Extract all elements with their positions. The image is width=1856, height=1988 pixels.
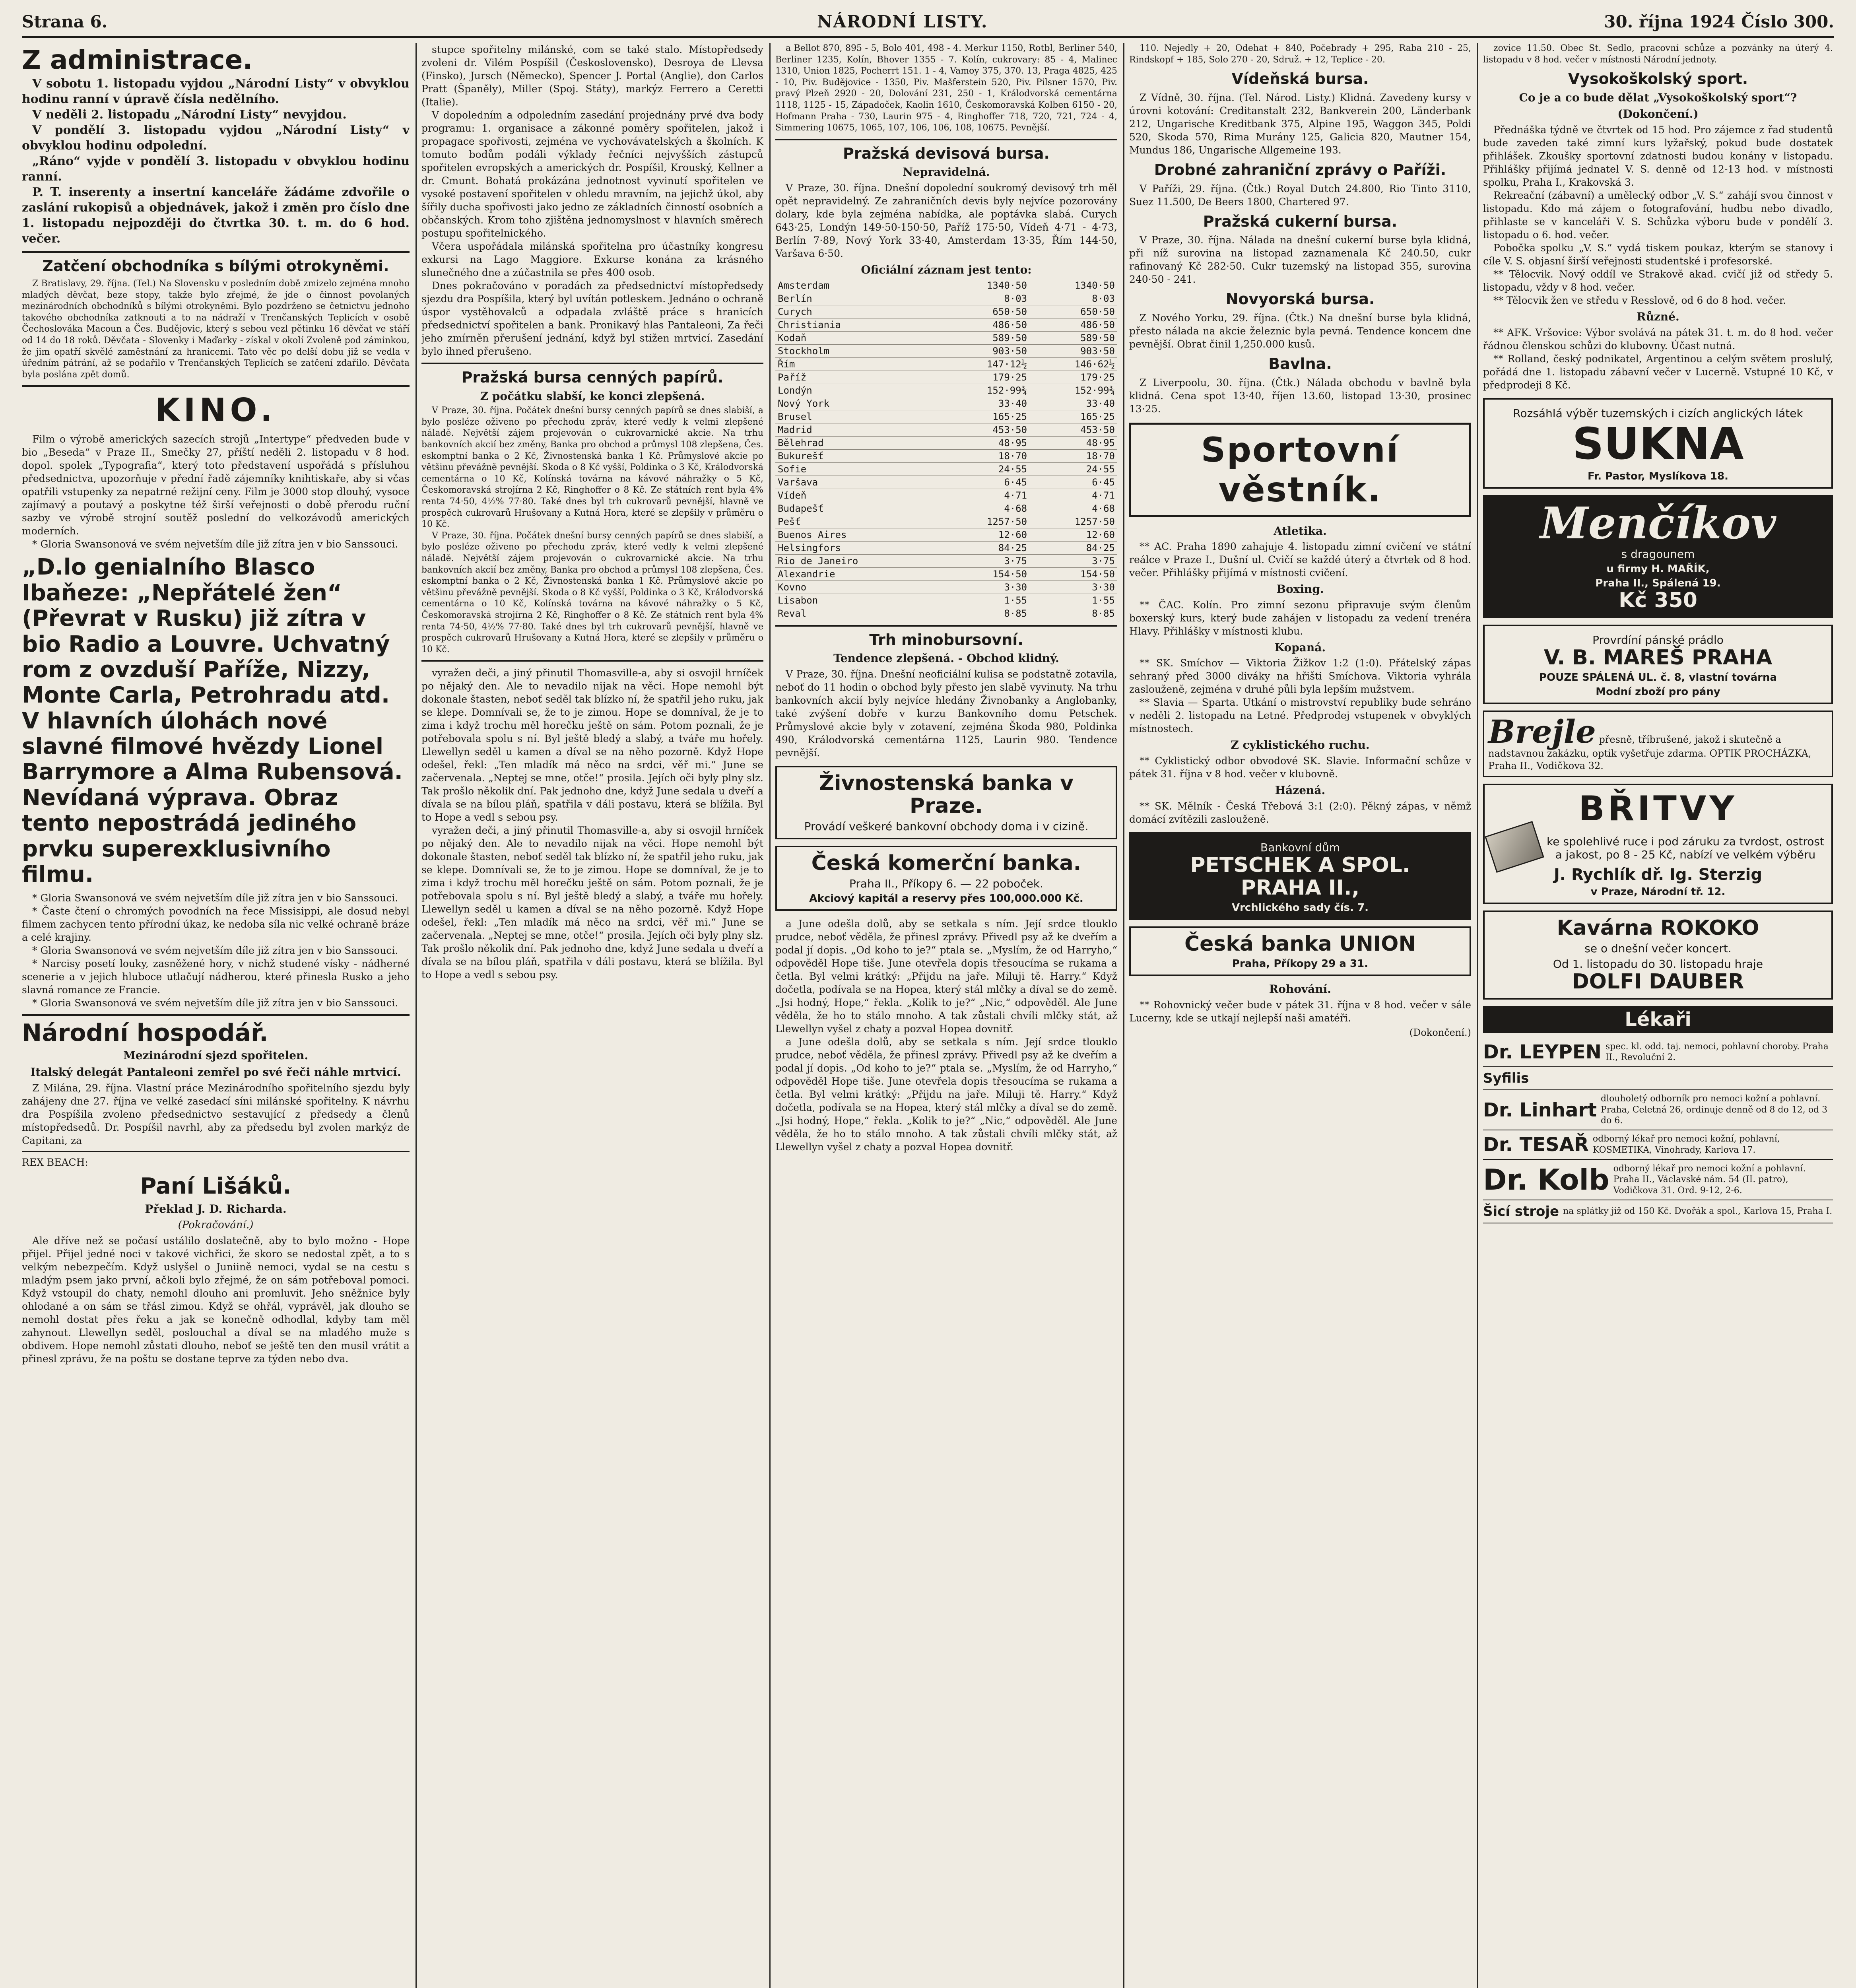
rate-row	[775, 344, 1117, 357]
ceska-komercni-banka-ad: Česká komerční banka. Praha II., Příkopy 6. — 22 poboček. Akciový kapitál a reservy přes 100,000.000 Kč.	[775, 846, 1117, 911]
rate-value: 152·99¾	[1029, 384, 1117, 397]
sport-section: Kopaná.	[1274, 641, 1326, 654]
article-subhead: Co je a co bude dělat „Vysokoškolský sport“?	[1519, 91, 1797, 104]
sport-section: Boxing.	[1276, 582, 1324, 596]
article-headline: Vysokoškolský sport.	[1568, 70, 1748, 88]
mencik-ad: Menčíkov s dragounem u firmy H. MAŘÍK, Praha II., Spálená 19. Kč 350	[1483, 495, 1833, 618]
rate-value: 3·75	[942, 554, 1029, 567]
rate-value: 165·25	[1029, 410, 1117, 423]
rate-place: Sofie	[775, 462, 942, 476]
kino-text: * Narcisy posetí louky, zasněžené hory, v nichž studené vísky - nádherné scenerie a v jejich hluboce utlačují nádherou, které přinesla Rusko a jeho slavná romance ze Francie.	[22, 958, 410, 996]
article-headline: Pražská bursa cenných papírů.	[461, 369, 724, 386]
column-2	[421, 43, 763, 1988]
rate-place: Bělehrad	[775, 436, 942, 449]
rate-value: 18·70	[1029, 449, 1117, 462]
rate-place: Budapešť	[775, 502, 942, 515]
rate-value: 589·50	[1029, 331, 1117, 344]
rate-place: Christiania	[775, 318, 942, 331]
rate-value: 1340·50	[942, 279, 1029, 292]
rate-row	[775, 607, 1117, 620]
rate-value: 4·71	[1029, 489, 1117, 502]
newspaper-title: NÁRODNÍ LISTY.	[817, 12, 988, 31]
rate-value: 453·50	[942, 423, 1029, 436]
sport-text: ** Cyklistický odbor obvodové SK. Slavie. Informační schůze v pátek 31. října v 8 hod. večer v klubovně.	[1129, 755, 1471, 780]
rate-row	[775, 384, 1117, 397]
column-rule	[415, 43, 417, 1988]
rate-value: 903·50	[1029, 344, 1117, 357]
rate-value: 154·50	[942, 567, 1029, 580]
rate-row	[775, 436, 1117, 449]
rate-place: Kodaň	[775, 331, 942, 344]
admin-notice: „Ráno“ vyjde v pondělí 3. listopadu v obvyklou hodinu ranní.	[22, 154, 410, 184]
doctor-ad: Dr. Kolb odborný lékař pro nemoci kožní a pohlavní. Praha II., Václavské nám. 54 (II. patro), Vodičkova 31. Ord. 9-12, 2-6.	[1483, 1160, 1833, 1200]
rate-value: 12·60	[1029, 528, 1117, 541]
rate-value: 4·68	[1029, 502, 1117, 515]
rate-row	[775, 331, 1117, 344]
blasco-ad: „D.lo genialního Blasco Ibaňeze: „Nepřátelé žen“ (Převrat v Rusku) již zítra v bio Radio a Louvre. Uchvatný rom z ovzduší Paříže, Nizzy, Monte Carla, Petrohradu atd. V hlavních úlohách nové slavné filmové hvězdy Lionel Barrymore a Alma Rubensová. Nevídaná výprava. Obraz tento nepostrádá jediného prvku superexklusivního filmu.	[22, 554, 403, 888]
rate-place: Řím	[775, 357, 942, 371]
rate-value: 24·55	[942, 462, 1029, 476]
rate-row	[775, 554, 1117, 567]
sport-section: Házená.	[1275, 784, 1326, 797]
article-text: V Praze, 30. října. Dnešní dopolední soukromý devisový trh měl opět nepravidelný. Ze zahraničních devis byly nejvíce pozorovány dolary, kde byla zejména nabídka, ale poptávka slabá. Curych 643·25, Londýn 149·50-150·50, Paříž 175·50, Vídeň 4·71 - 4·73, Berlín 7·89, Nový York 33·40, Amsterdam 13·35, Řím 144·50, Varšava 6·50.	[775, 182, 1117, 260]
divider	[22, 1151, 410, 1152]
article-subhead: Nepravidelná.	[903, 165, 990, 179]
divider	[22, 251, 410, 253]
article-headline: Trh minobursovní.	[869, 631, 1023, 648]
rate-value: 179·25	[1029, 371, 1117, 384]
rate-row	[775, 357, 1117, 371]
article-headline: Drobné zahraniční zprávy o Paříži.	[1154, 161, 1446, 179]
lekari-heading: Lékaři	[1483, 1006, 1833, 1033]
rate-place: Buenos Aires	[775, 528, 942, 541]
rate-value: 146·62½	[1029, 357, 1117, 371]
rate-value: 4·68	[942, 502, 1029, 515]
doctor-ad: Dr. LEYPEN spec. kl. odd. taj. nemoci, pohlavní choroby. Praha II., Revoluční 2.	[1483, 1038, 1833, 1067]
article-text: V Praze, 30. října. Počátek dnešní bursy cenných papírů se dnes slabiší, a bylo posléze oživeno po přechodu zpráv, které vedly k velmi zlepšené náladě. Největší zájem projevován o cukrovarnické akcie. Na trhu bankovních akcií bez změny, Banka pro obchod a průmysl 108 zlepšena, Čes. eskomptní banka o 2 Kč, Živnostenská banka 1 Kč. Průmyslové akcie po většinu převážně pevnější. Skoda o 8 Kč vyšší, Poldinka o 3 Kč, Králodvorská cementárna o 10 Kč, Kolínská továrna na kávové náhražky o 5 Kč, Českomoravská strojírna 2 Kč, Ringhoffer o 8 Kč. Ze státních rent byla 4% renta 74·50, 4½% 77·80. Také dnes byl trh cukrovarů pevnější, hlavně ve prospěch cukrovarů Hrušovany a Kutná Hora, které se zlepšily v průměru o 10 Kč.	[421, 530, 763, 654]
kino-text: * Gloria Swansonová ve svém nejvetším díle již zítra jen v bio Sanssouci.	[32, 997, 398, 1009]
column-4	[1129, 43, 1471, 1988]
rate-place: Curych	[775, 305, 942, 318]
rate-row	[775, 594, 1117, 607]
rate-value: 48·95	[942, 436, 1029, 449]
column-1	[22, 43, 410, 1988]
rate-value: 486·50	[942, 318, 1029, 331]
article-subhead: Tendence zlepšená. - Obchod klidný.	[833, 652, 1059, 665]
rate-value: 650·50	[942, 305, 1029, 318]
column-5	[1483, 43, 1833, 1988]
article-text: V Paříži, 29. října. (Čtk.) Royal Dutch 24.800, Rio Tinto 3110, Suez 11.500, De Beers 1800, Chartered 97.	[1129, 182, 1471, 208]
rate-row	[775, 476, 1117, 489]
admin-notice: P. T. inserenty a insertní kanceláře žádáme zdvořile o zaslání rukopisů a objednávek, jakož i změn pro číslo dne 1. listopadu nejpozději do čtvrtka 30. t. m. do 6 hod. večer.	[22, 185, 410, 246]
rate-value: 33·40	[942, 397, 1029, 410]
article-text: 110. Nejedly + 20, Odehat + 840, Počebrady + 295, Raba 210 - 25, Rindskopf + 185, Solo 270 - 20, Sdruž. + 12, Teplice - 20.	[1129, 43, 1471, 65]
petschek-bank-ad: Bankovní dům PETSCHEK A SPOL. PRAHA II., Vrchlického sady čís. 7.	[1129, 832, 1471, 920]
rate-place: Helsingfors	[775, 541, 942, 554]
rate-value: 147·12½	[942, 357, 1029, 371]
article-text: Z Milána, 29. října. Vlastní práce Mezinárodního spořitelního sjezdu byly zahájeny dne 27. října ve velké zasedací síni milánské spořitelny. K návrhu dra Pospíšila zvoleno předsednictvo sestavující z předsedy a členů místopředsedů. Dr. Pospíšil navrhl, aby za předsedu byl zvolen markýz de Capitani, za	[22, 1082, 410, 1146]
rate-place: Lisabon	[775, 594, 942, 607]
union-bank-ad: Česká banka UNION Praha, Příkopy 29 a 31.	[1129, 926, 1471, 976]
divider	[22, 385, 410, 387]
sport-text: ** Slavia — Sparta. Utkání o mistrovství republiky bude sehráno v neděli 2. listopadu na Letné. Předprodej vstupenek v obvyklých místnostech.	[1129, 697, 1471, 735]
rate-value: 1·55	[942, 594, 1029, 607]
rate-value: 8·03	[1029, 292, 1117, 305]
novel-text: vyražen deči, a jiný přinutil Thomasville-a, aby si osvojil hrníček po nějaký den. Ale to nevadilo nijak na věci. Hope nemohl být dokonale štasten, neboť seděl tak blízko ní, že spatřil jeho ruku, jak se klepe. Domnívali se, že to je zimou. Hope se domníval, že je to zima i když trochu měl horečku ještě on sám. Potom poznali, že je potřebovala spolu s ní. Byl ještě bledý a slabý, a tváře mu hořely. Llewellyn seděl u kamen a díval se na něho pozorně. Když Hope odešel, řekl: „Ten mladík má něco na srdci, věř mi.“ June se začervenala. „Neptej se mne, otče!“ prosila. Jejích oči byly plny slz. Tak prošlo několik dní. Pak jednoho dne, když June sedala u dveří a dívala se na bílou pláň, spatřila v dáli postavu, která se blížila. Byl to Hope a vedl s sebou psy.	[421, 667, 763, 823]
rate-place: Paříž	[775, 371, 942, 384]
kino-text: Film o výrobě amerických sazecích strojů „Intertype“ předveden bude v bio „Beseda“ v Praze II., Smečky 27, příští neděli 2. listopadu v 8 hod. dopol. spolek „Typografia“, který toto představení uspořádá s přísluhou předsednictva, upozorňuje v přední řadě zájemníky knihtiskaře, aby si včas opatřili vstupenky za nepatrné režijní ceny. Film je 3000 stop dlouhý, vysoce zajímavý a poutavý a poskytne též širší veřejnosti o době přerodu ruční sazby ve výrobě strojní soutěž poslední do velkozávodů amerických moderních.	[22, 433, 410, 537]
rate-value: 3·75	[1029, 554, 1117, 567]
rate-place: Berlín	[775, 292, 942, 305]
article-headline: Vídeňská bursa.	[1231, 70, 1369, 88]
article-text: stupce spořitelny milánské, com se také stalo. Místopředsedy zvoleni dr. Vilém Pospíšil (Československo), Desroya de Llevsa (Finsko), Jursch (Německo), Spencer J. Portal (Anglie), don Carlos Pratt (Španěly), Miller (Spoj. Státy), markýz Ferrero a Ceretti (Italie).	[421, 44, 763, 108]
kino-heading: KINO.	[155, 392, 277, 429]
sport-section: Rohování.	[1269, 982, 1332, 996]
article-text: Přednáška týdně ve čtvrtek od 15 hod. Pro zájemce z řad studentů bude zaveden také zimní kurs lyžařský, pokud bude dostatek přihlášek. Zkoušky sportovní zdatnosti budou konány v listopadu. Přihlášky přijímá jednatel V. S. denně od 12-13 hod. v místnosti spolku, Praha I., Krakovská 3.	[1483, 124, 1833, 188]
rate-place: Pešť	[775, 515, 942, 528]
rate-row	[775, 489, 1117, 502]
rate-place: Brusel	[775, 410, 942, 423]
doctor-ad: Syfilis	[1483, 1067, 1833, 1090]
rate-row	[775, 292, 1117, 305]
article-text: V dopoledním a odpoledním zasedání projednány prvé dva body programu: 1. organisace a zákonné poměry spořitelen, jakož i propagace spořivosti, zejména ve vychovávatelských a školních. K tomuto bodům podáli výklady řečníci nejvyšších zástupců spořitelen evropských a amerických dr. Pospíšil, Krouský, Kellner a dr. Cmunt. Bohatá prokázána jednotnost vyvinutí spořitelen ve vysoké postavení spořitelen v ohledu mravním, na jejichž úkol, aby šířily ducha spořivosti jako jedno ze základních činností osobních a občanských. Krom toho zjištěna jednomyslnost v hlavních směrech postupu spořitelnického.	[421, 109, 763, 239]
rate-row	[775, 449, 1117, 462]
kino-text: * Gloria Swansonová ve svém nejvetším díle již zítra jen v bio Sanssouci.	[32, 892, 398, 904]
rate-place: Amsterdam	[775, 279, 942, 292]
rate-place: Varšava	[775, 476, 942, 489]
article-text: ** Rolland, český podnikatel, Argentinou a celým světem proslulý, pořádá dne 1. listopadu zábavní večer v Lucerně. Vstupné 10 Kč, v předprodeji 8 Kč.	[1483, 353, 1833, 391]
rate-value: 453·50	[1029, 423, 1117, 436]
rate-value: 1340·50	[1029, 279, 1117, 292]
doctor-ad: Dr. Linhart dlouholetý odborník pro nemoci kožní a pohlavní. Praha, Celetná 26, ordinuje denně od 8 do 12, od 3 do 6.	[1483, 1090, 1833, 1130]
sport-text: ** SK. Mělník - Česká Třebová 3:1 (2:0). Pěkný zápas, v němž domácí zvítězili zaslouženě.	[1129, 800, 1471, 825]
rate-place: Vídeň	[775, 489, 942, 502]
article-text: ** Tělocvik žen ve středu v Resslově, od 6 do 8 hod. večer.	[1493, 295, 1786, 307]
article-text: Z Vídně, 30. října. (Tel. Národ. Listy.) Klidná. Zavedeny kursy v úrovni kotování: Creditanstalt 232, Bankverein 200, Länderbank 212, Ungarische Kreditbank 375, Alpine 195, Waggon 345, Poldi 520, Skoda 570, Rima Murány 125, Galicia 820, Mautner 154, Mundus 186, Ungarische Allgemeine 193.	[1129, 91, 1471, 156]
article-text: a Bellot 870, 895 - 5, Bolo 401, 498 - 4. Merkur 1150, Rotbl, Berliner 540, Berliner 1235, Kolín, Bhover 1355 - 7. Kolín, cukrovary: 85 - 4, Malinec 1310, Union 1825, Pocherrt 151. 1 - 4, Vamoy 375, 370. 13, Praga 4825, 425 - 10, Piv. Budějovice - 1350, Piv. Mašferstein 520, Piv. Pilsner 1570, Piv. pravý Plzeň 2920 - 20, Dolování 231, 250 - 1, Králodvorská cementárna 1118, 1125 - 15, Západoček, Kaolin 1610, Českomoravská Kolben 6150 - 20, Hofmann Praha - 730, Laurin 975 - 4, Ringhoffer 718, 720, 721, 724 - 4, Simmering 10675, 1065, 107, 106, 106, 108, 10675. Pevnější.	[775, 43, 1117, 133]
britvy-ad: BŘITVY ke spolehlivé ruce i pod záruku za tvrdost, ostrost a jakost, po 8 - 25 Kč, nabízí ve velkém výběru J. Rychlík dř. Ig. Sterzig v Praze, Národní tř. 12.	[1483, 784, 1833, 904]
sport-text: ** Rohovnický večer bude v pátek 31. října v 8 hod. večer v sále Lucerny, kde se utkají nejlepší naši amatéři.	[1129, 999, 1471, 1024]
rate-value: 152·99¾	[942, 384, 1029, 397]
column-3	[775, 43, 1117, 1988]
rate-place: Kovno	[775, 580, 942, 594]
rate-row	[775, 371, 1117, 384]
razor-icon	[1485, 821, 1544, 873]
rate-row	[775, 305, 1117, 318]
continuation-note: (Dokončení.)	[1409, 1027, 1471, 1038]
rate-value: 1·55	[1029, 594, 1117, 607]
article-text: V Praze, 30. října. Počátek dnešní bursy cenných papírů se dnes slabiší, a bylo posléze oživeno po přechodu zpráv, které vedly k velmi zlepšené náladě. Největší zájem projevován o cukrovarnické akcie. Na trhu bankovních akcií bez změny, Banka pro obchod a průmysl 108 zlepšena, Čes. eskomptní banka o 2 Kč, Živnostenská banka 1 Kč. Průmyslové akcie po většinu převážně pevnější. Skoda o 8 Kč vyšší, Poldinka o 3 Kč, Králodvorská cementárna o 10 Kč, Kolínská továrna na kávové náhražky o 5 Kč, Českomoravská strojírna 2 Kč, Ringhoffer o 8 Kč. Ze státních rent byla 4% renta 74·50, 4½% 77·80. Také dnes byl trh cukrovarů pevnější, hlavně ve prospěch cukrovarů Hrušovany a Kutná Hora, které se zlepšily v průměru o 10 Kč.	[421, 406, 763, 530]
rate-row	[775, 502, 1117, 515]
rate-value: 589·50	[942, 331, 1029, 344]
column-rule	[769, 43, 771, 1988]
brejle-ad: Brejle přesně, tříbrušené, jakož i skutečně a nadstavnou zakázku, optik vyšetřuje zdarma. OPTIK PROCHÁZKA, Praha II., Vodičkova 32.	[1483, 711, 1833, 777]
rate-value: 84·25	[1029, 541, 1117, 554]
article-text: Z Bratislavy, 29. října. (Tel.) Na Slovensku v posledním době zmizelo zejména mnoho mladých děvčat, beze stopy, takže bylo zřejmé, že jde o činnost povolaných mezinárodních obchodníků s bílými otrokyněmi. Bylo pozdrženo se četnictvu jednoho takového obchodníka zatknouti a to na nádraží v Trenčanských Teplicích v osobě Čechoslováka Macoun a Čes. Budějovic, který s sebou vezl pětinku 16 děvčat ve stáří od 14 do 18 roků. Děvčata - Slovenky i Maďarky - získal v okolí Zvoleně pod záminkou, že jim opatří skvělé zaměstnání za hranicemi. Tato věc po delší dobu již se vedla v úředním pátrání, až se podařilo v Trenčanských Teplicích se zatčení zdařilo. Děvčata byla poslána zpět domů.	[22, 278, 410, 380]
rate-value: 8·85	[942, 607, 1029, 620]
divider	[775, 625, 1117, 627]
article-subhead: Mezinárodní sjezd spořitelen.	[123, 1049, 309, 1062]
novel-translator: Překlad J. D. Richarda.	[145, 1202, 287, 1215]
novel-author: REX BEACH:	[22, 1156, 88, 1168]
divider	[421, 660, 763, 662]
article-subhead: (Dokončení.)	[1617, 107, 1699, 121]
divider	[421, 363, 763, 364]
rate-row	[775, 515, 1117, 528]
rate-value: 48·95	[1029, 436, 1117, 449]
rate-place: Londýn	[775, 384, 942, 397]
rate-value: 903·50	[942, 344, 1029, 357]
rate-row	[775, 279, 1117, 292]
rate-value: 33·40	[1029, 397, 1117, 410]
article-headline: Bavlna.	[1268, 355, 1332, 373]
rate-row	[775, 318, 1117, 331]
rate-value: 486·50	[1029, 318, 1117, 331]
novel-text: a June odešla dolů, aby se setkala s ním. Její srdce tlouklo prudce, neboť věděla, že přinesl zprávy. Přivedl psy až ke dveřím a podal jí dopis. „Od koho to je?“ ptala se. „Myslím, že od Harryho,“ odpověděl Hope tiše. June otevřela dopis třesoucíma se rukama a četla. Byl velmi krátký: „Přijdu na jaře. Miluji tě. Harry.“ Když dočetla, podívala se na Hopea, který stál mlčky a díval se do země. „Jsi hodný, Hope,“ řekla. „Kolik to je?“ „Nic,“ odpověděl. Ale June věděla, že ho to stálo mnoho. A tak zůstali chvíli mlčky stát, až Llewellyn vyšel z chaty a pozval Hopea dovnitř.	[775, 918, 1117, 1035]
novel-title: Paní Lišáků.	[140, 1173, 291, 1199]
rate-value: 6·45	[942, 476, 1029, 489]
article-text: V Praze, 30. října. Nálada na dnešní cukerní burse byla klidná, při níž surovina na listopad zaznamenala Kč 240.50, cukr rafinovaný Kč 282·50. Cukr tuzemský na listopad 355, surovina 240·50 - 241.	[1129, 234, 1471, 285]
sport-text: ** AC. Praha 1890 zahajuje 4. listopadu zimní cvičení ve státní reálce v Praze I., Dušní ul. Cvičí se každé úterý a čtvrtek od 8 hod. večer. Přihlášky přijímá v místnosti cvičení.	[1129, 541, 1471, 579]
rate-value: 650·50	[1029, 305, 1117, 318]
economy-banner: Národní hospodář.	[22, 1019, 268, 1047]
rate-value: 154·50	[1029, 567, 1117, 580]
admin-notice: V neděli 2. listopadu „Národní Listy“ nevyjdou.	[32, 108, 347, 122]
page-number: Strana 6.	[22, 12, 108, 31]
sport-section: Atletika.	[1274, 524, 1327, 538]
admin-notice: V pondělí 3. listopadu vyjdou „Národní Listy“ v obvyklou hodinu odpolední.	[22, 123, 410, 153]
article-headline: Novyorská bursa.	[1225, 290, 1375, 308]
sport-text: ** ČAC. Kolín. Pro zimní sezonu připravuje svým členům boxerský kurs, který bude zahájen v listopadu za vedení trenéra Hlavy. Přihlášky v místnosti klubu.	[1129, 599, 1471, 637]
rate-value: 8·03	[942, 292, 1029, 305]
sport-section: Z cyklistického ruchu.	[1231, 738, 1370, 752]
article-headline: Pražská cukerní bursa.	[1203, 212, 1398, 230]
rate-value: 3·30	[1029, 580, 1117, 594]
article-text: ** AFK. Vršovice: Výbor svolává na pátek 31. t. m. do 8 hod. večer řádnou členskou schůzi do klubovny. Účast nutná.	[1483, 326, 1833, 351]
kino-text: * Gloria Swansonová ve svém nejvetším díle již zítra jen v bio Sanssouci.	[32, 538, 398, 550]
admin-notice: V sobotu 1. listopadu vyjdou „Národní Listy“ v obvyklou hodinu ranní v úpravě čísla nedělního.	[22, 77, 410, 107]
rates-caption: Oficiální záznam jest tento:	[861, 263, 1032, 277]
article-text: V Praze, 30. října. Dnešní neoficiální kulisa se podstatně zotavila, neboť do 11 hodin o obchod byly přesto jen slabě vyvinuty. Na trhu bankovních akcií byly nejvíce hledány Živnobanky a Anglobanky, také zvýšení dobře v kurzu Bankovního domu Petschek. Průmyslové akcie byly v zotavení, zejména Škoda 980, Poldinka 490, Králodvorská cementárna 1125, Laurin 980. Tendence pevnější.	[775, 668, 1117, 759]
rate-row	[775, 423, 1117, 436]
rate-place: Alexandrie	[775, 567, 942, 580]
article-text: Včera uspořádala milánská spořitelna pro účastníky kongresu exkursi na Lago Maggiore. Exkurse konána za krásného slunečného dne a zúčastnila se přes 400 osob.	[421, 241, 763, 278]
rate-value: 84·25	[942, 541, 1029, 554]
rate-value: 8·85	[1029, 607, 1117, 620]
masthead	[22, 12, 1834, 38]
sport-banner: Sportovní věstník.	[1129, 423, 1471, 517]
kino-text: * Časte čtení o chromých povodních na řece Missisippi, ale dosud nebyl filmem zachycen tento přírodní úkaz, ke nedoba síla nic velké ochraně bráze a celé krajiny.	[22, 905, 410, 944]
rate-place: Reval	[775, 607, 942, 620]
article-text: Rekreační (zábavní) a umělecký odbor „V. S.“ zahájí svou činnost v listopadu. Kdo má zájem o fotografování, hudbu nebo divadlo, přihlaste se v kanceláři V. S. Schůzka výboru bude v pondělí 3. listopadu o 6. hod. večer.	[1483, 190, 1833, 241]
novel-text: vyražen deči, a jiný přinutil Thomasville-a, aby si osvojil hrníček po nějaký den. Ale to nevadilo nijak na věci. Hope nemohl být dokonale štasten, neboť seděl tak blízko ní, že spatřil jeho ruku, jak se klepe. Domnívali se, že to je zimou. Hope se domníval, že je to zima i když trochu měl horečku ještě on sám. Potom poznali, že je potřebovala spolu s ní. Byl ještě bledý a slabý, a tváře mu hořely. Llewellyn seděl u kamen a díval se na něho pozorně. Když Hope odešel, řekl: „Ten mladík má něco na srdci, věř mi.“ June se začervenala. „Neptej se mne, otče!“ prosila. Jejích oči byly plny slz. Tak prošlo několik dní. Pak jednoho dne, když June sedala u dveří a dívala se na bílou pláň, spatřila v dáli postavu, která se blížila. Byl to Hope a vedl s sebou psy.	[421, 825, 763, 981]
issue-date: 30. října 1924 Číslo 300.	[1604, 12, 1834, 31]
article-subhead: Italský delegát Pantaleoni zemřel po své řeči náhle mrtvicí.	[30, 1066, 401, 1079]
rate-value: 1257·50	[942, 515, 1029, 528]
rate-value: 165·25	[942, 410, 1029, 423]
rokoko-ad: Kavárna ROKOKO se o dnešní večer koncert. Od 1. listopadu do 30. listopadu hraje DOLFI DAUBER	[1483, 911, 1833, 1000]
divider	[775, 139, 1117, 140]
rate-value: 3·30	[942, 580, 1029, 594]
rate-place: Nový York	[775, 397, 942, 410]
column-rule	[1477, 43, 1478, 1988]
rate-row	[775, 410, 1117, 423]
section-heading: Různé.	[1637, 310, 1679, 324]
rate-place: Stockholm	[775, 344, 942, 357]
article-headline: Pražská devisová bursa.	[843, 144, 1050, 162]
rate-value: 24·55	[1029, 462, 1117, 476]
rate-row	[775, 567, 1117, 580]
rate-place: Madrid	[775, 423, 942, 436]
column-rule	[1123, 43, 1124, 1988]
doctor-ad: Dr. TESAŘ odborný lékař pro nemoci kožní, pohlavní, KOSMETIKA, Vinohrady, Karlova 17.	[1483, 1130, 1833, 1160]
rate-value: 18·70	[942, 449, 1029, 462]
rate-row	[775, 541, 1117, 554]
mares-ad: Provrdíní pánské prádlo V. B. MAREŠ PRAHA POUZE SPÁLENÁ UL. č. 8, vlastní továrna Modní zboží pro pány	[1483, 625, 1833, 704]
article-text: Dnes pokračováno v poradách za předsednictví místopředsedy sjezdu dra Pospíšila, který byl uvítán potleskem. Jednáno o ochraně úspor vystěhovalců a odpadala zvláště práce s hranicích předsednictví spořitelen a bank. Pronikavý hlas Pantaleoni, Za řeči jeho zmírněn přerušení jednání, když byl stižen mrtvicí. Zasedání bylo ihned přerušeno.	[421, 280, 763, 357]
article-text: ** Tělocvik. Nový oddíl ve Strakově akad. cvičí již od středy 5. listopadu, vždy v 8 hod. večer.	[1483, 268, 1833, 293]
article-text: zovice 11.50. Obec St. Sedlo, pracovní schůze a pozvánky na úterý 4. listopadu v 8 hod. večer v místnosti Národní jednoty.	[1483, 43, 1833, 65]
admin-banner: Z administrace.	[22, 45, 253, 75]
novel-continuation: (Pokračování.)	[178, 1219, 254, 1231]
sukna-ad: Rozsáhlá výběr tuzemských i cizích anglických látek SUKNA Fr. Pastor, Myslíkova 18.	[1483, 398, 1833, 489]
rate-value: 1257·50	[1029, 515, 1117, 528]
rate-value: 179·25	[942, 371, 1029, 384]
rate-value: 6·45	[1029, 476, 1117, 489]
kino-text: * Gloria Swansonová ve svém nejvetším díle již zítra jen v bio Sanssouci.	[32, 945, 398, 957]
rate-value: 12·60	[942, 528, 1029, 541]
exchange-rates-table	[775, 279, 1117, 620]
sewing-machine-ad: Šicí stroje na splátky již od 150 Kč. Dvořák a spol., Karlova 15, Praha I.	[1483, 1200, 1833, 1223]
rate-row	[775, 528, 1117, 541]
zivnostenska-banka-ad: Živnostenská banka v Praze. Provádí veškeré bankovní obchody doma i v cizině.	[775, 766, 1117, 839]
rate-row	[775, 580, 1117, 594]
rate-value: 4·71	[942, 489, 1029, 502]
novel-text: a June odešla dolů, aby se setkala s ním. Její srdce tlouklo prudce, neboť věděla, že přinesl zprávy. Přivedl psy až ke dveřím a podal jí dopis. „Od koho to je?“ ptala se. „Myslím, že od Harryho,“ odpověděl Hope tiše. June otevřela dopis třesoucíma se rukama a četla. Byl velmi krátký: „Přijdu na jaře. Miluji tě. Harry.“ Když dočetla, podívala se na Hopea, který stál mlčky a díval se do země. „Jsi hodný, Hope,“ řekla. „Kolik to je?“ „Nic,“ odpověděl. Ale June věděla, že ho to stálo mnoho. A tak zůstali chvíli mlčky stát, až Llewellyn vyšel z chaty a pozval Hopea dovnitř.	[775, 1036, 1117, 1153]
article-text: Z Nového Yorku, 29. října. (Čtk.) Na dnešní burse byla klidná, přesto nálada na akcie železnic byla pevná. Tendence koncem dne pevnější. Obrat činil 1,250.000 kusů.	[1129, 312, 1471, 350]
rate-row	[775, 462, 1117, 476]
rate-row	[775, 397, 1117, 410]
article-headline: Zatčení obchodníka s bílými otrokyněmi.	[42, 257, 389, 275]
novel-text: Ale dříve než se počasí ustálilo doslatečně, aby to bylo možno - Hope přijel. Přijel jedné noci v takové vichřici, že skoro se nedostal zpět, a to s velkým nebezpečím. Když uslyšel o Juniině nemoci, vydal se na cestu s mladým psem jako první, ačkoli bylo zřejmé, že on sám potřeboval pomoci. Když vstoupil do chaty, nemohl dlouho ani promluvit. Jeho sněžnice byly ohlodané a on sám se třásl zimou. Když se ohřál, vyprávěl, jak dlouho se nemohl dostat přes řeku a jak se konečně odhodlal, kdyby tam měl zahynout. Llewellyn seděl, poslouchal a díval se na mladého muže s obdivem. Hope nemohl zůstati dlouho, neboť se ještě ten den musil vrátit a přinesl zprávu, že na poštu se dostane teprve za týden nebo dva.	[22, 1235, 410, 1365]
article-text: Pobočka spolku „V. S.“ vydá tiskem poukaz, kterým se stanovy i cíle V. S. objasní širší veřejnosti studentské i profesorské.	[1483, 242, 1833, 267]
rate-place: Bukurešť	[775, 449, 942, 462]
article-subhead: Z počátku slabší, ke konci zlepšená.	[480, 389, 705, 403]
sport-text: ** SK. Smíchov — Viktoria Žižkov 1:2 (1:0). Přátelský zápas sehraný před 3000 diváky na hřišti Smíchova. Viktoria vyhrála zaslouženě, zejména v druhé půli byla lepším mužstvem.	[1129, 657, 1471, 695]
divider	[22, 1014, 410, 1016]
rate-place: Rio de Janeiro	[775, 554, 942, 567]
article-text: Z Liverpoolu, 30. října. (Čtk.) Nálada obchodu v bavlně byla klidná. Cena spot 13·40, říjen 13.60, listopad 13·30, prosinec 13·25.	[1129, 377, 1471, 415]
